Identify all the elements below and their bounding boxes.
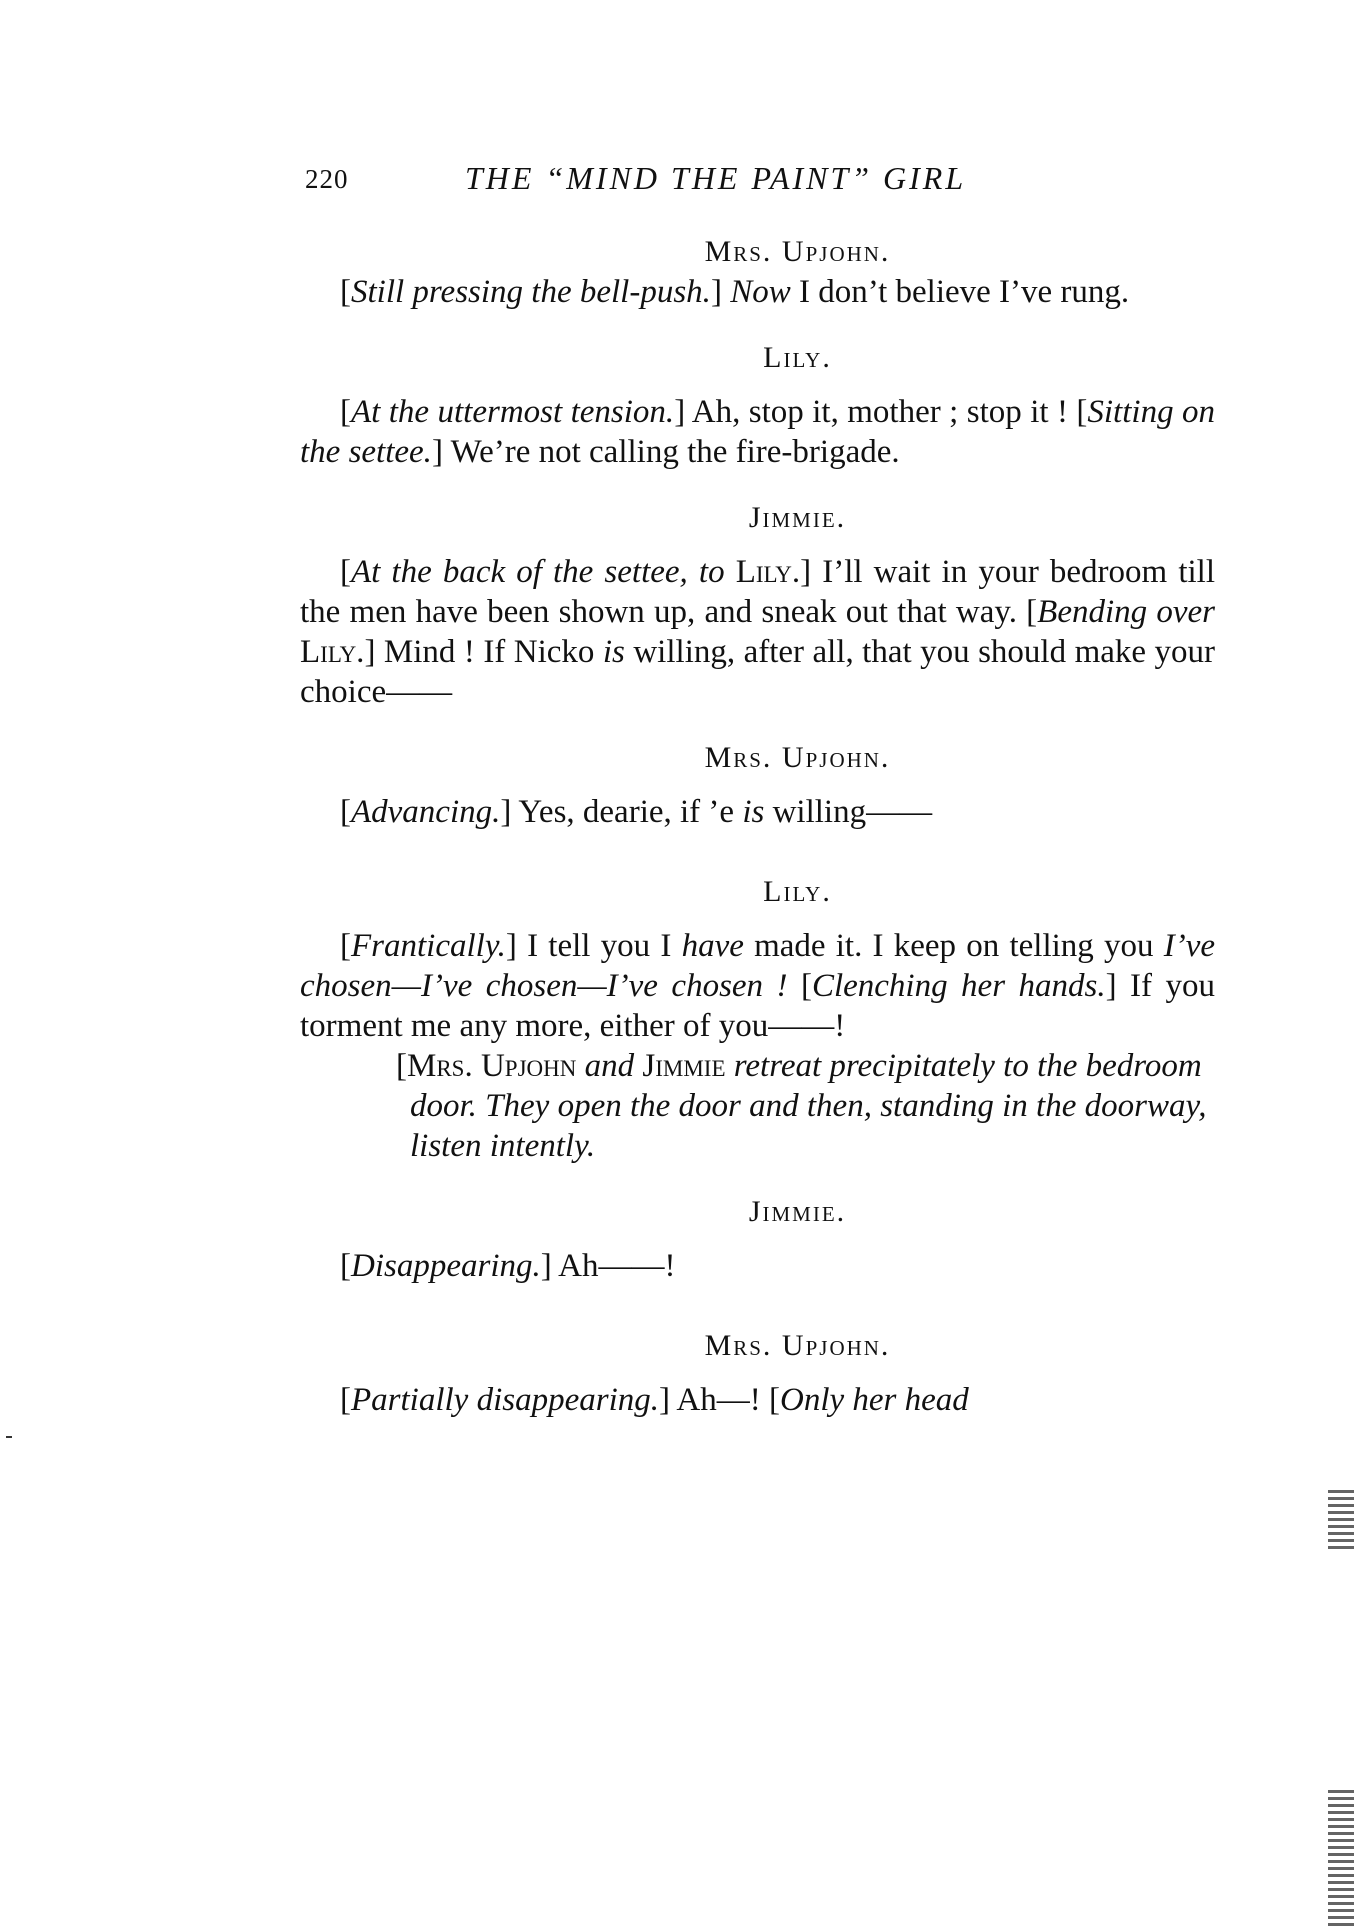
speech-block xyxy=(300,338,1215,472)
speech-part: [ xyxy=(340,394,351,430)
speech-part: ] Yes, dearie, if ’e xyxy=(500,794,743,830)
speech-part: Partially disappearing. xyxy=(351,1382,659,1418)
speech-block xyxy=(300,872,1215,1046)
stage-direction xyxy=(300,1046,1215,1166)
speech-part: [ xyxy=(340,554,351,590)
speech-part: Bending over xyxy=(1037,594,1216,630)
speech-text xyxy=(300,392,1215,472)
speech-part: [ xyxy=(340,928,351,964)
play-text xyxy=(300,232,1215,1420)
speech-part: ] Ah——! xyxy=(540,1248,676,1284)
speech-part: [ xyxy=(340,1382,351,1418)
speaker-name: Lily. xyxy=(763,875,832,908)
stage-part: retreat precipitately to the bedroom door. They open the door and then, standing in the doorway, listen intently. xyxy=(410,1048,1207,1164)
stage-part: Mrs. Upjohn xyxy=(407,1048,577,1084)
speech-part: [ xyxy=(340,1248,351,1284)
speaker-name: Jimmie. xyxy=(748,1195,847,1228)
speech-text xyxy=(300,792,1215,832)
speaker-name: Mrs. Upjohn. xyxy=(704,741,891,774)
speech-part: ] I tell you I xyxy=(505,928,682,964)
speech-part: is xyxy=(602,634,625,670)
speech-text xyxy=(300,552,1215,712)
scan-edge-mark xyxy=(1328,1490,1354,1550)
speech-part: Lily. xyxy=(300,634,365,670)
scan-dot xyxy=(6,1436,12,1438)
speaker-name: Jimmie. xyxy=(748,501,847,534)
speech-part: I don’t believe I’ve rung. xyxy=(790,274,1130,310)
page-number: 220 xyxy=(305,164,349,194)
scan-edge-mark xyxy=(1328,1790,1354,1930)
speaker-name: Lily. xyxy=(763,341,832,374)
speech-part: [ xyxy=(787,968,812,1004)
speech-part xyxy=(725,554,736,590)
running-title: THE “MIND THE PAINT” GIRL xyxy=(465,160,967,196)
speech-text xyxy=(300,1246,1215,1286)
speech-part: At the uttermost tension. xyxy=(351,394,675,430)
speech-block xyxy=(300,1192,1215,1286)
stage-part: [ xyxy=(396,1048,407,1084)
speech-block xyxy=(300,1326,1215,1420)
speech-part: ] Mind ! If Nicko xyxy=(364,634,603,670)
speech-part: is xyxy=(742,794,765,830)
speech-part: made it. I keep on telling you xyxy=(743,928,1164,964)
speech-text xyxy=(300,272,1215,312)
speech-part: Still pressing the bell-push. xyxy=(351,274,711,310)
speech-block xyxy=(300,738,1215,832)
speech-part: ] We’re not calling the fire-brigade. xyxy=(431,434,900,470)
speech-text xyxy=(300,1380,1215,1420)
speech-part: have xyxy=(681,928,744,964)
speech-part: I’ve chosen—I’ve chosen—I’ve chosen ! xyxy=(300,928,1215,1004)
speech-part: Lily. xyxy=(735,554,801,590)
speech-part: ] Ah—! [ xyxy=(659,1382,780,1418)
stage-part: and xyxy=(576,1048,643,1084)
speech-part: Advancing. xyxy=(351,794,501,830)
speech-part: willing—— xyxy=(764,794,933,830)
speech-part: [ xyxy=(340,274,351,310)
speech-part: willing, after all, that you should make your choice—— xyxy=(300,634,1215,710)
speech-part: ] Ah, stop it, mother ; stop it ! [ xyxy=(674,394,1088,430)
speech-part: Clenching her hands. xyxy=(811,968,1106,1004)
running-head xyxy=(305,160,1065,204)
speaker-name: Mrs. Upjohn. xyxy=(704,235,891,268)
stage-part: Jimmie xyxy=(642,1048,726,1084)
speech-part: At the back of the settee, to xyxy=(351,554,725,590)
speech-part: ] If you torment me any more, either of you——! xyxy=(300,968,1215,1044)
speech-part: ] xyxy=(710,274,731,310)
speech-block xyxy=(300,232,1215,312)
speech-part: [ xyxy=(340,794,351,830)
speaker-name: Mrs. Upjohn. xyxy=(704,1329,891,1362)
speech-part: Frantically. xyxy=(351,928,506,964)
speech-part: Now xyxy=(730,274,791,310)
speech-block xyxy=(300,498,1215,712)
speech-text xyxy=(300,926,1215,1046)
speech-part: Disappearing. xyxy=(351,1248,541,1284)
speech-part: ] I’ll wait in your bedroom till the men have been shown up, and sneak out that way. [ xyxy=(300,554,1215,630)
speech-part: Sitting on the settee. xyxy=(300,394,1215,470)
speech-part: Only her head xyxy=(779,1382,969,1418)
